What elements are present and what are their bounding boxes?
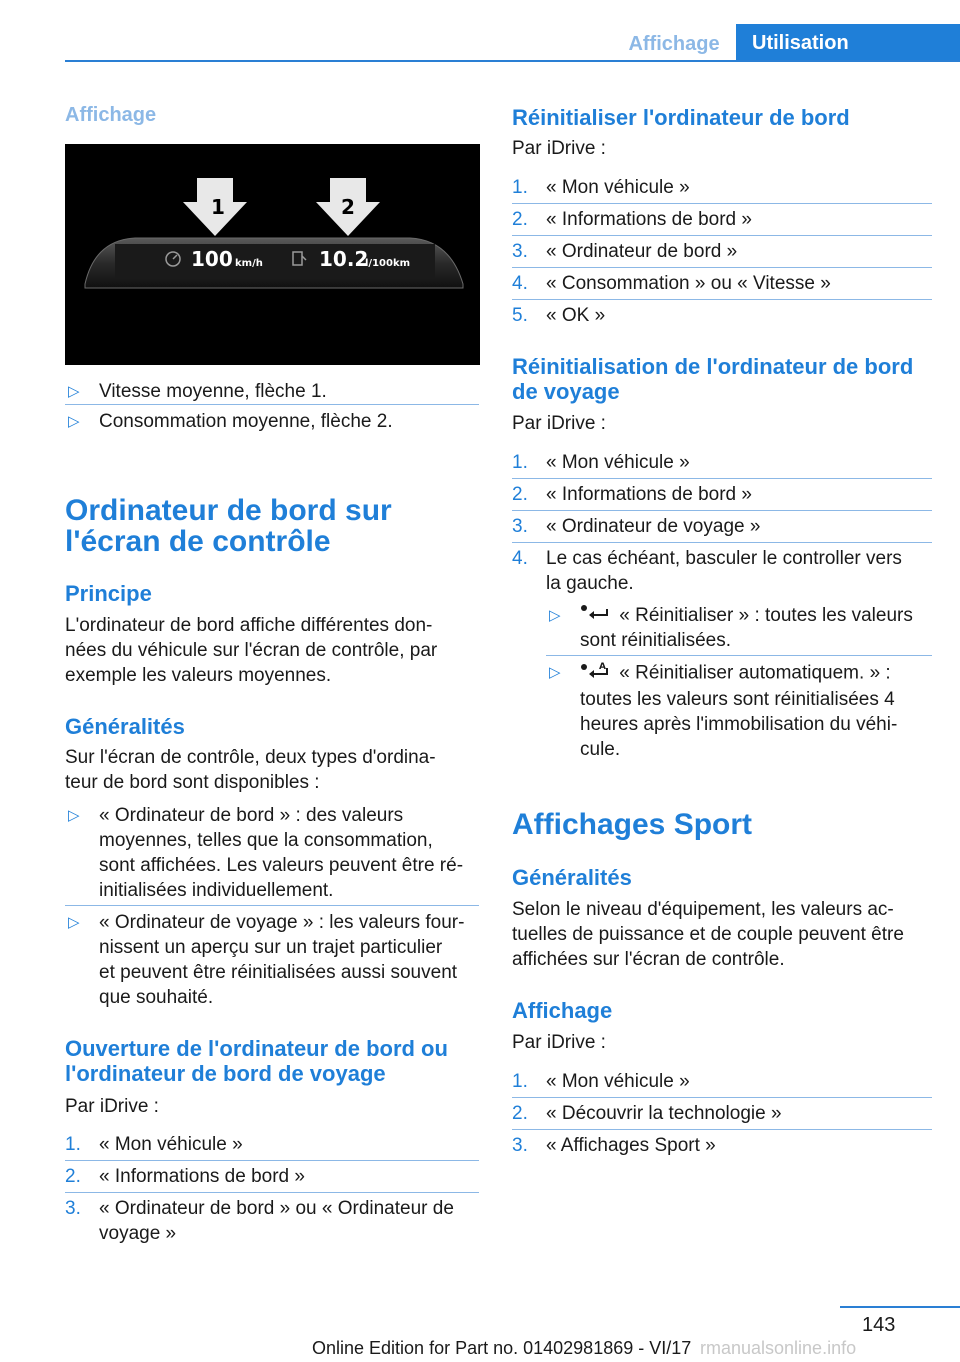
list-item: ▷ « Ordinateur de bord » : des valeurs moyennes, telles que la consommation, sont affichées. Les valeurs peuvent être ré- initialisées individuellement. [68,805,464,901]
list-divider [65,404,479,405]
reinit2-sub-list [546,603,932,653]
generalites-bullet-list [65,803,479,903]
list-item: ▷ « Ordinateur de voyage » : les valeurs four- nissent un aperçu sur un trajet particulier et peuvent être réinitialisées aussi souvent que souhaité. [68,912,465,1008]
list-item: 2. « Découvrir la technologie » [512,1103,782,1124]
list-item: 3. « Affichages Sport » [512,1135,716,1156]
triangle-bullet-icon: ▷ [68,807,80,824]
list-divider [512,267,932,268]
ouverture-intro: Par iDrive : [65,1096,159,1117]
reset-icon [580,603,614,628]
subsection-title-ouverture: Ouverture de l'ordinateur de bord ou l'ordinateur de bord de voyage [65,1036,448,1086]
subsection-title-sport-affichage: Affichage [512,998,613,1023]
list-item: ▷ Vitesse moyenne, flèche 1. [68,381,327,402]
list-divider [65,1160,479,1161]
list-item: 1. « Mon véhicule » [512,1071,690,1092]
section-title-ordinateur: Ordinateur de bord sur l'écran de contrôle [65,494,392,558]
section-label-affichage: Affichage [65,104,157,126]
reinit-intro: Par iDrive : [512,138,606,159]
subsection-title-reinit: Réinitialiser l'ordinateur de bord [512,105,850,130]
subsection-title-sport-generalites: Généralités [512,865,632,890]
list-divider [512,510,932,511]
display-illustration [65,144,480,365]
list-divider [512,542,932,543]
list-item: 3. « Ordinateur de bord » [512,241,738,262]
arrow-label-2: 2 [341,195,355,219]
reinit2-steps [512,450,932,596]
list-item: 3. « Ordinateur de bord » ou « Ordinateur de voyage » [65,1198,454,1244]
list-divider [65,1192,479,1193]
display-figure [65,144,480,365]
edition-line: Online Edition for Part no. 01402981869 - VI/17 [312,1338,692,1358]
list-item: 3. « Ordinateur de voyage » [512,516,761,537]
consumption-unit: l/100km [365,258,411,269]
triangle-bullet-icon: ▷ [549,664,561,681]
list-item: ▷ Consommation moyenne, flèche 2. [68,411,393,432]
auto-reset-icon [580,660,614,687]
footer-rule [840,1306,960,1308]
list-divider [512,235,932,236]
list-item: 5. « OK » [512,305,606,326]
section-title-sport: Affichages Sport [512,808,753,841]
reinit2-intro: Par iDrive : [512,413,606,434]
generalites-bullet-list-2 [65,910,479,1010]
list-divider [546,655,932,656]
list-divider [512,299,932,300]
speed-unit: km/h [235,258,263,269]
triangle-bullet-icon: ▷ [68,383,80,400]
svg-text:A: A [599,662,606,672]
speed-value: 100 [191,247,233,271]
list-divider [512,1097,932,1098]
reinit-steps [512,175,932,335]
list-item: 2. « Informations de bord » [512,484,752,505]
list-item: 2. « Informations de bord » [512,209,752,230]
principe-paragraph: L'ordinateur de bord affiche différentes don- nées du véhicule sur l'écran de contrôle, par exemple les valeurs moyennes. [65,615,438,686]
triangle-bullet-icon: ▷ [68,914,80,931]
reinit2-sub-list-2 [546,660,932,762]
triangle-bullet-icon: ▷ [68,413,80,430]
list-item: 4. Le cas échéant, basculer le controller vers la gauche. [512,548,902,594]
header-rule [65,60,960,62]
page-header [0,0,960,62]
list-item: 1. « Mon véhicule » [512,452,690,473]
generalites-paragraph: Sur l'écran de contrôle, deux types d'ordina- teur de bord sont disponibles : [65,747,436,793]
subsection-title-reinit-voyage: Réinitialisation de l'ordinateur de bord de voyage [512,354,914,404]
arrow-label-1: 1 [211,195,225,219]
list-item: 4. « Consommation » ou « Vitesse » [512,273,831,294]
subsection-title-principe: Principe [65,581,152,606]
consumption-value: 10.2 [319,247,369,271]
header-tab-utilisation[interactable]: Utilisation [736,24,960,62]
list-item: ▷ « Réinitialiser » : toutes les valeurs sont réinitialisées. [549,605,913,652]
list-divider [512,478,932,479]
header-tab-affichage[interactable]: Affichage [628,33,720,55]
list-item: 1. « Mon véhicule » [65,1134,243,1155]
list-divider [512,203,932,204]
page-number: 143 [862,1314,896,1336]
list-item: ▷ A « Réinitialiser automatiquem. » : toutes les valeurs sont réinitialisées 4 heures après l'immobilisation du véhi- cule. [549,662,898,760]
watermark: rmanualsonline.info [700,1338,857,1358]
figure-legend-list-2 [65,409,479,434]
list-divider [512,1129,932,1130]
sport-steps [512,1069,932,1165]
list-item: 1. « Mon véhicule » [512,177,690,198]
subsection-title-generalites: Généralités [65,714,185,739]
list-item: 2. « Informations de bord » [65,1166,305,1187]
sport-generalites-paragraph: Selon le niveau d'équipement, les valeurs ac- tuelles de puissance et de couple peuvent être affichées sur l'écran de contrôle. [512,899,904,970]
ouverture-steps [65,1132,479,1246]
sport-affichage-intro: Par iDrive : [512,1032,606,1053]
triangle-bullet-icon: ▷ [549,607,561,624]
list-divider [65,905,479,906]
figure-legend-list [65,379,479,411]
